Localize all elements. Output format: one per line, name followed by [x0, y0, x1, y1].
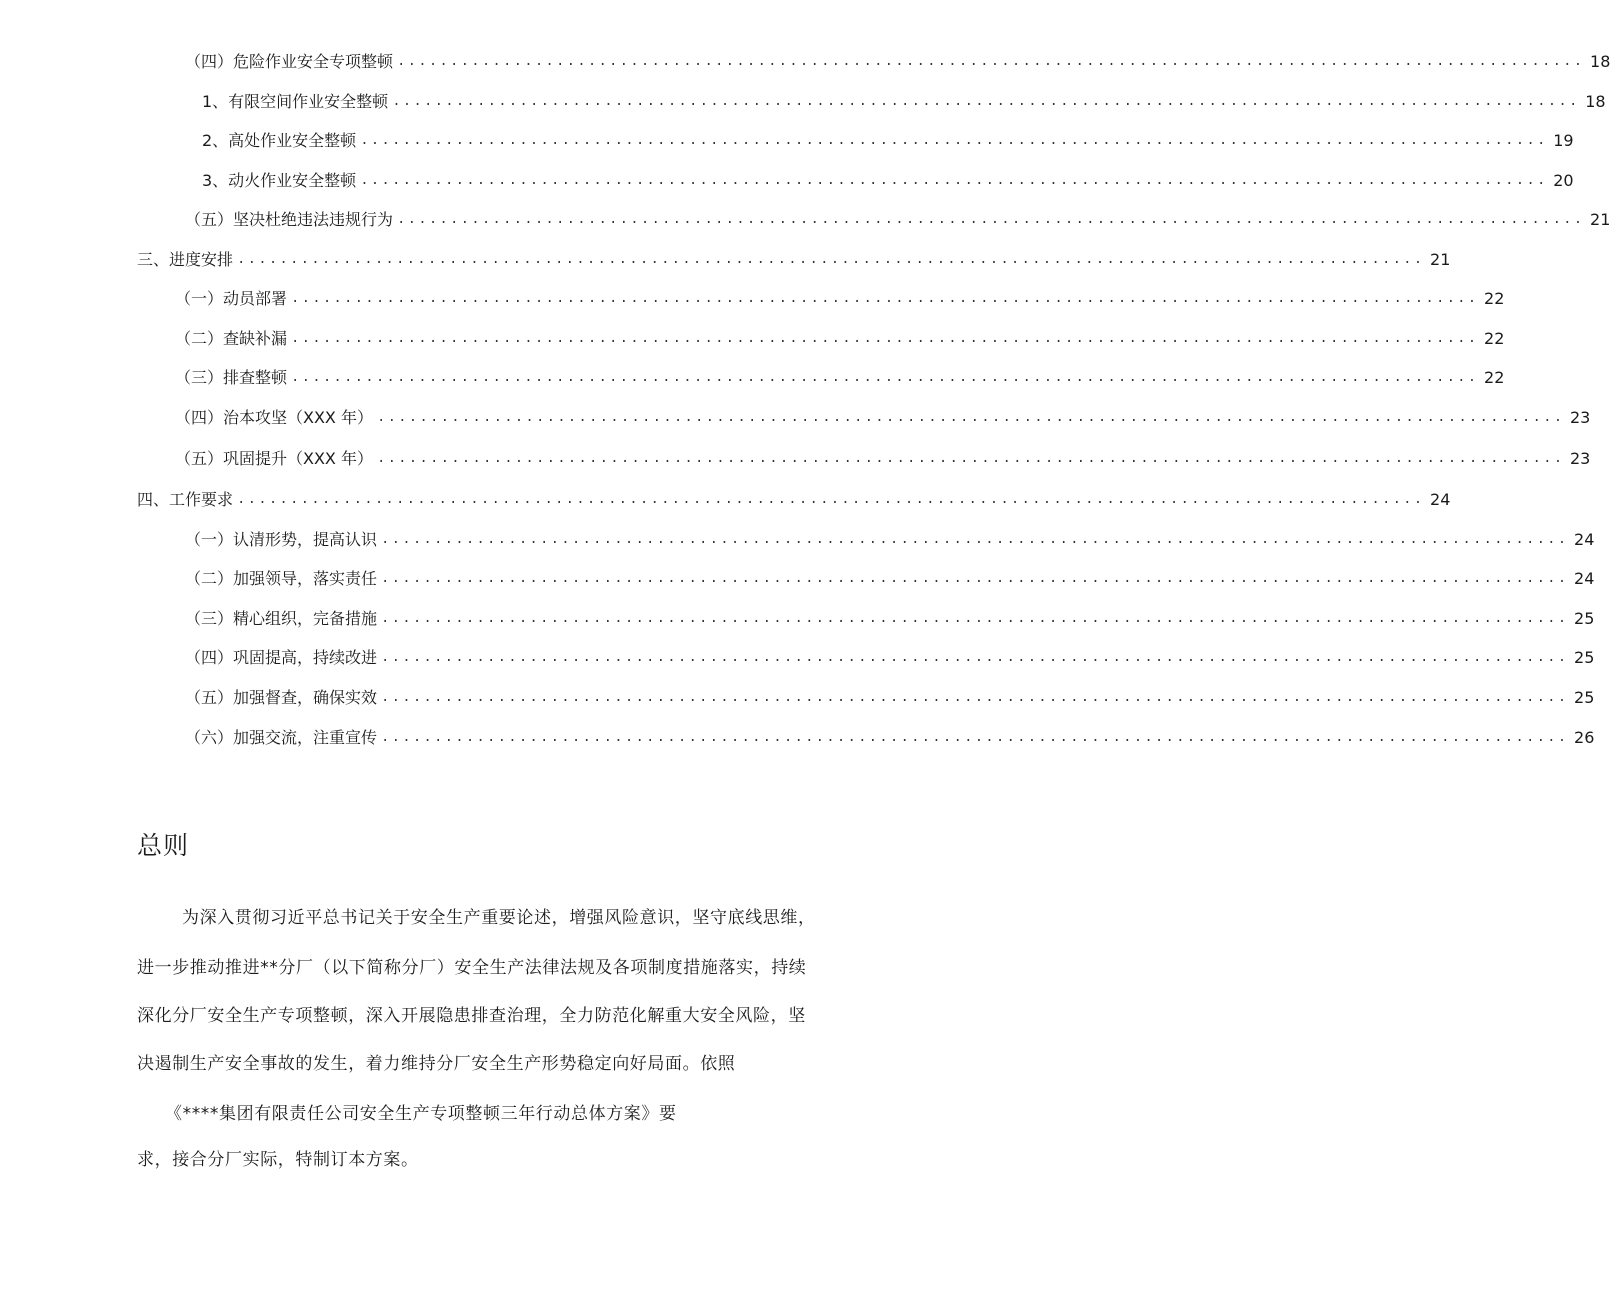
toc-entry-label: （三）排查整顿	[175, 368, 288, 387]
toc-entry-page: 24	[1430, 490, 1451, 509]
toc-entry-page: 21	[1590, 210, 1610, 229]
body-text-line: 《****集团有限责任公司安全生产专项整顿三年行动总体方案》要	[165, 1104, 677, 1124]
toc-entry-page: 22	[1484, 329, 1505, 348]
toc-entry-page: 23	[1569, 408, 1591, 427]
toc-entry[interactable]	[137, 480, 1451, 510]
toc-entry-label: （四）巩固提高，持续改进	[185, 648, 378, 667]
toc-leader-dots: ................................................................................................................	[381, 730, 1569, 746]
toc-leader-dots: ................................................................................................................	[360, 173, 1548, 189]
body-text-line: 深化分厂安全生产专项整顿，深入开展隐患排查治理，全力防范化解重大安全风险，坚	[137, 1006, 806, 1026]
toc-leader-dots: ................................................................................................................	[397, 212, 1585, 228]
toc-entry[interactable]	[175, 398, 1591, 428]
toc-entry[interactable]	[185, 678, 1595, 708]
toc-entry-label: （四）治本攻坚（XXX 年）	[175, 408, 373, 427]
toc-leader-dots: ................................................................................................................	[381, 532, 1569, 548]
toc-leader-dots: ................................................................................................................	[381, 611, 1569, 627]
toc-leader-dots: ................................................................................................................	[360, 133, 1548, 149]
toc-entry-page: 24	[1574, 530, 1595, 549]
toc-entry[interactable]	[175, 319, 1505, 349]
section-title: 总则	[137, 831, 190, 860]
toc-entry-label: （一）动员部署	[175, 289, 288, 308]
toc-entry-page: 25	[1574, 648, 1595, 667]
toc-entry[interactable]	[185, 599, 1595, 629]
toc-entry-page: 25	[1574, 609, 1595, 628]
toc-entry-label: （三）精心组织，完备措施	[185, 609, 378, 628]
toc-entry[interactable]	[202, 121, 1574, 151]
toc-leader-dots: ................................................................................................................	[291, 331, 1479, 347]
toc-entry[interactable]	[185, 638, 1595, 668]
toc-entry[interactable]	[175, 358, 1505, 388]
body-text-line: 决遏制生产安全事故的发生，着力维持分厂安全生产形势稳定向好局面。依照	[137, 1054, 736, 1074]
toc-leader-dots: ................................................................................................................	[392, 94, 1580, 110]
toc-leader-dots: ................................................................................................................	[237, 252, 1425, 268]
toc-entry[interactable]	[185, 200, 1610, 230]
toc-entry-page: 26	[1574, 728, 1595, 747]
toc-leader-dots: ................................................................................................................	[397, 54, 1585, 70]
toc-entry-page: 24	[1574, 569, 1595, 588]
body-text-line: 进一步推动推进**分厂（以下简称分厂）安全生产法律法规及各项制度措施落实，持续	[137, 958, 807, 978]
toc-entry-label: （六）加强交流，注重宣传	[185, 728, 378, 747]
body-text-line: 求，接合分厂实际，特制订本方案。	[137, 1150, 419, 1170]
toc-leader-dots: ................................................................................................................	[291, 370, 1479, 386]
toc-entry-label: （五）坚决杜绝违法违规行为	[185, 210, 394, 229]
toc-leader-dots: ................................................................................................................	[381, 571, 1569, 587]
toc-entry-page: 18	[1590, 52, 1610, 71]
toc-leader-dots: ................................................................................................................	[376, 451, 1565, 467]
toc-entry-page: 21	[1430, 250, 1451, 269]
toc-leader-dots: ................................................................................................................	[291, 291, 1479, 307]
toc-entry-label: （二）查缺补漏	[175, 329, 288, 348]
toc-entry-label: 3、动火作业安全整顿	[202, 171, 357, 190]
toc-entry-page: 20	[1553, 171, 1574, 190]
toc-entry-page: 19	[1553, 131, 1574, 150]
toc-leader-dots: ................................................................................................................	[237, 492, 1425, 508]
toc-entry-page: 18	[1585, 92, 1606, 111]
toc-entry[interactable]	[202, 161, 1574, 191]
toc-leader-dots: ................................................................................................................	[381, 650, 1569, 666]
toc-leader-dots: ................................................................................................................	[381, 690, 1569, 706]
toc-entry-page: 22	[1484, 368, 1505, 387]
toc-entry[interactable]	[185, 559, 1595, 589]
body-text-line: 为深入贯彻习近平总书记关于安全生产重要论述，增强风险意识，坚守底线思维，	[182, 908, 816, 928]
toc-entry[interactable]	[175, 279, 1505, 309]
toc-entry[interactable]	[137, 240, 1451, 270]
toc-entry[interactable]	[185, 718, 1595, 748]
toc-entry-label: 三、进度安排	[137, 250, 234, 269]
toc-leader-dots: ................................................................................................................	[376, 410, 1565, 426]
toc-entry-page: 23	[1569, 449, 1591, 468]
toc-entry-label: 四、工作要求	[137, 490, 234, 509]
toc-entry[interactable]	[202, 82, 1606, 112]
toc-entry-label: （四）危险作业安全专项整顿	[185, 52, 394, 71]
toc-entry-label: （一）认清形势，提高认识	[185, 530, 378, 549]
toc-entry-label: （二）加强领导，落实责任	[185, 569, 378, 588]
toc-entry-label: 1、有限空间作业安全整顿	[202, 92, 389, 111]
toc-entry[interactable]	[185, 42, 1610, 72]
toc-entry-page: 25	[1574, 688, 1595, 707]
toc-entry-label: （五）巩固提升（XXX 年）	[175, 449, 373, 468]
toc-entry[interactable]	[175, 439, 1591, 469]
toc-entry[interactable]	[185, 520, 1595, 550]
toc-entry-label: （五）加强督查，确保实效	[185, 688, 378, 707]
toc-entry-label: 2、高处作业安全整顿	[202, 131, 357, 150]
toc-entry-page: 22	[1484, 289, 1505, 308]
